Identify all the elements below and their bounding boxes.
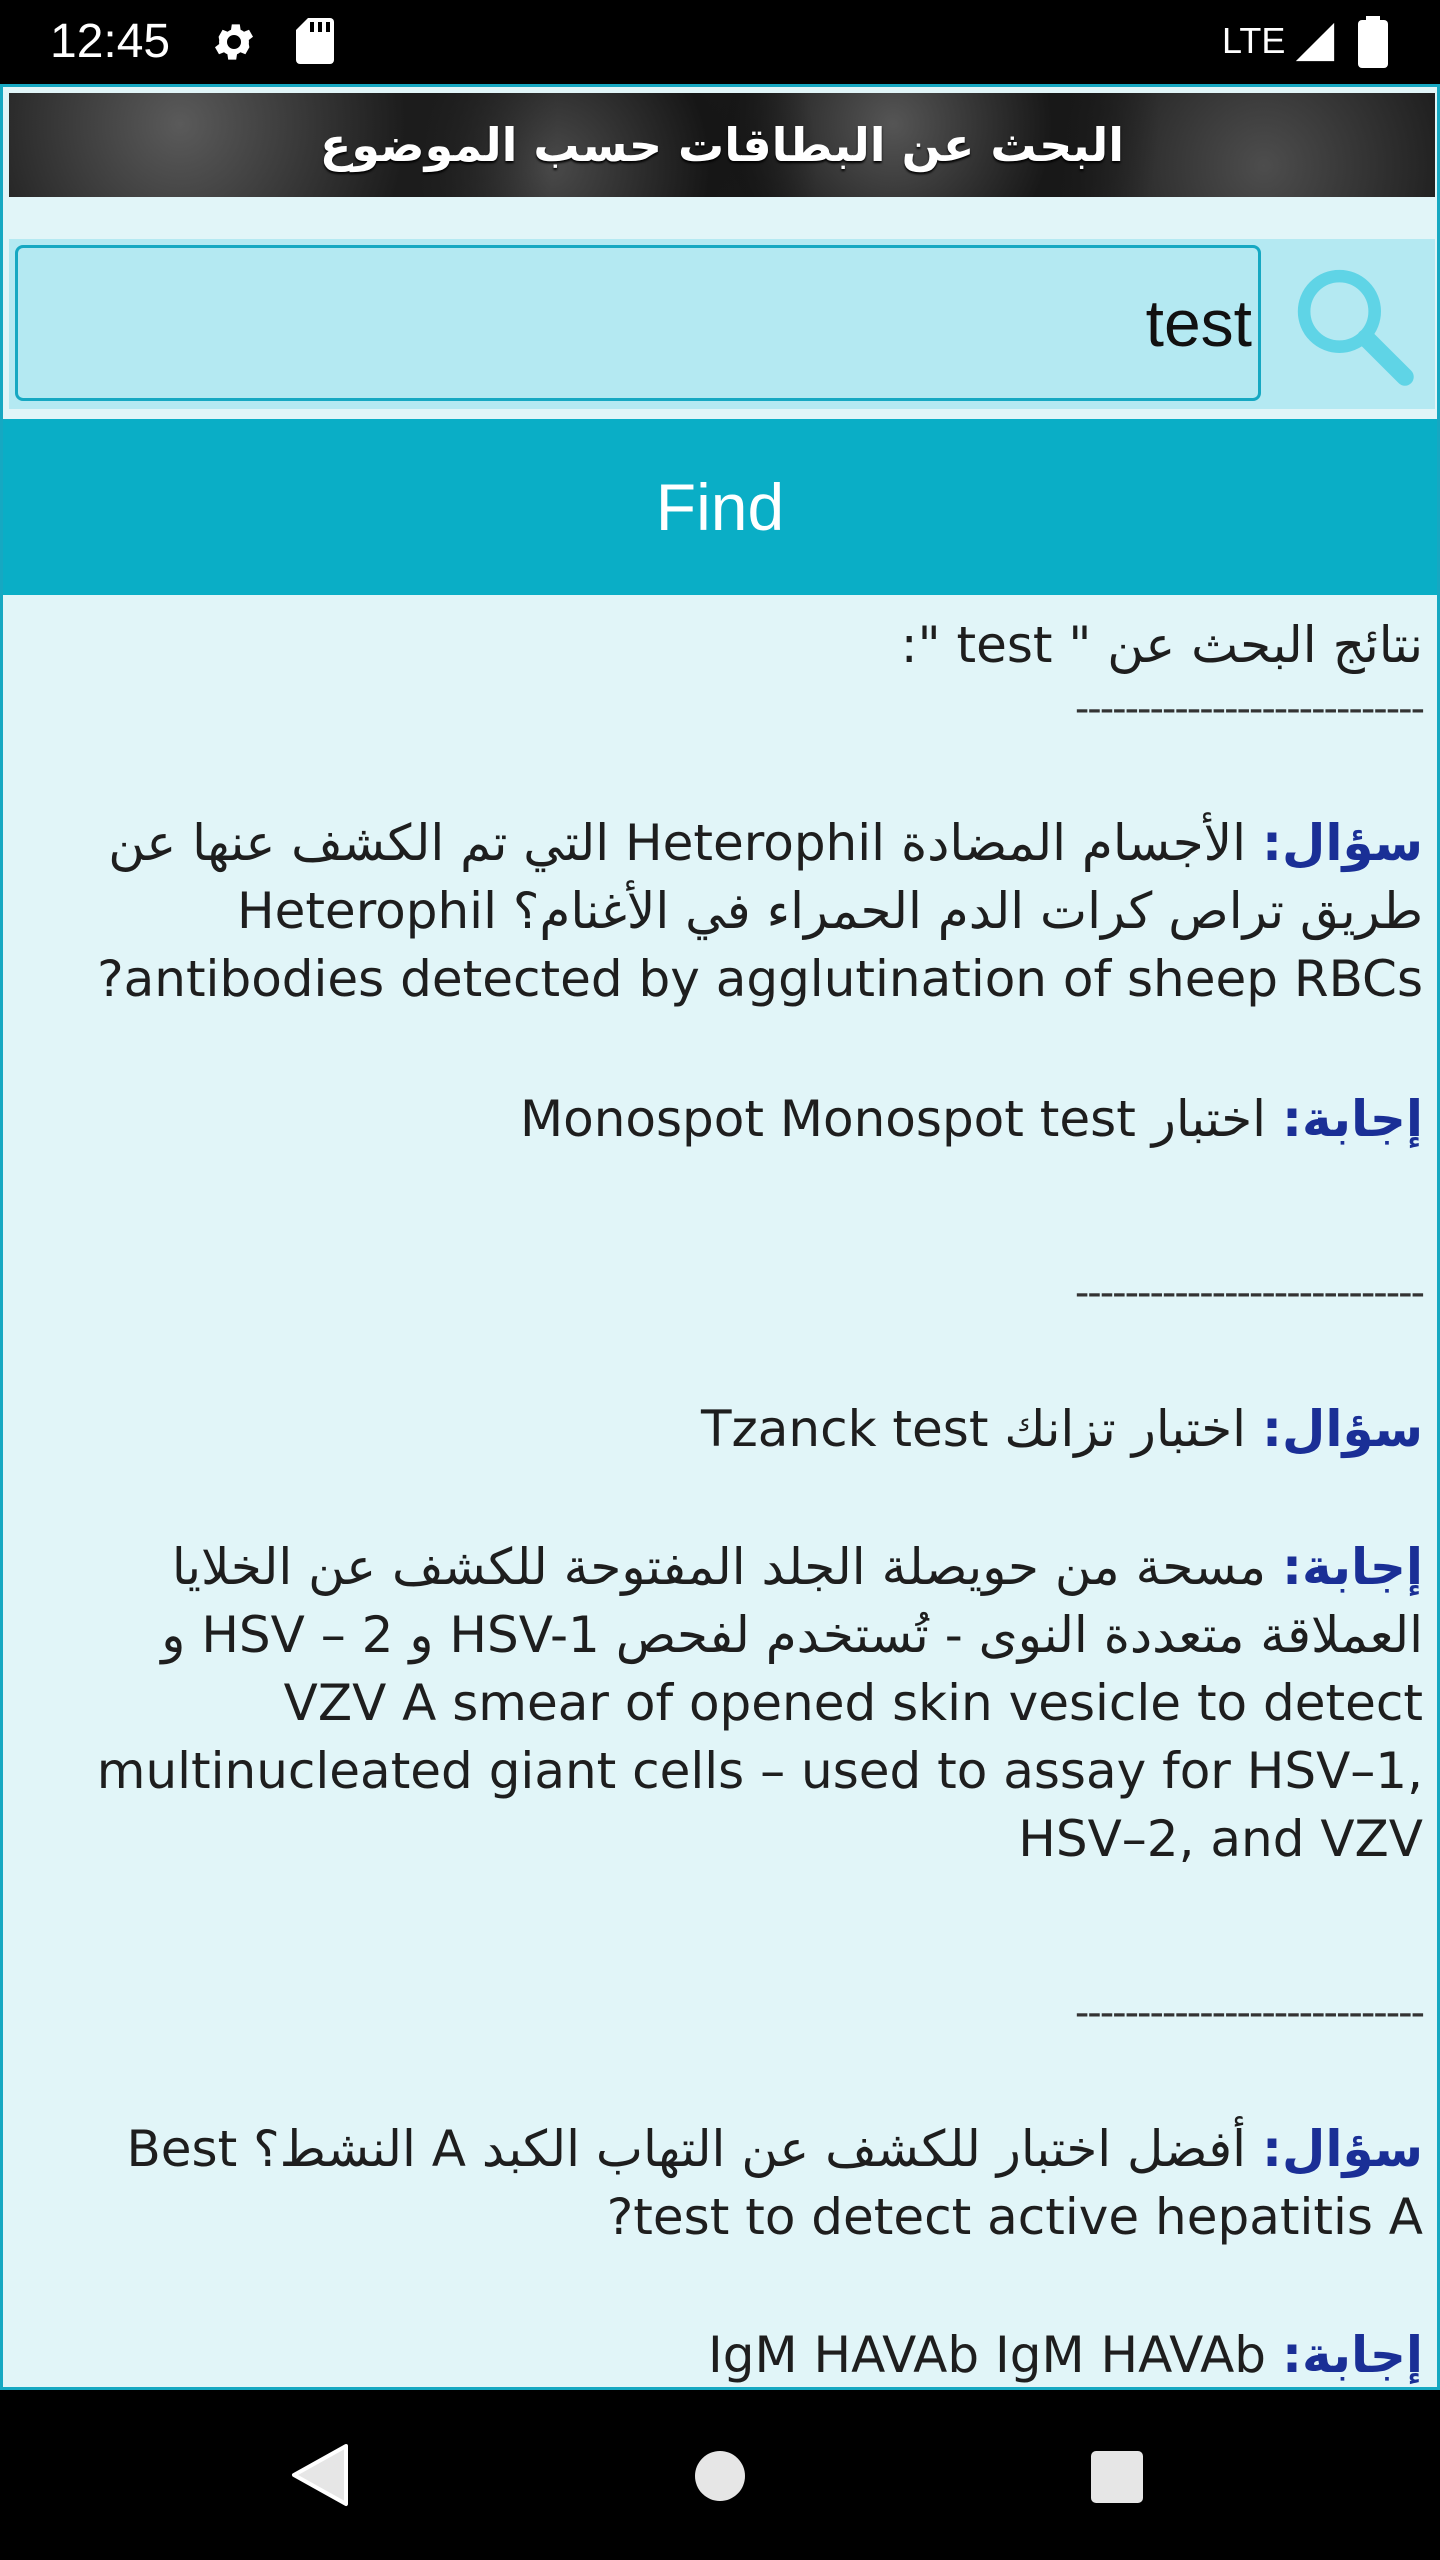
separator: ----------------------------	[1074, 686, 1423, 732]
question-1	[43, 809, 1423, 1013]
search-input[interactable]	[15, 245, 1261, 401]
network-type: LTE	[1222, 20, 1286, 61]
find-button[interactable]: Find	[3, 419, 1437, 595]
gear-icon	[210, 18, 258, 66]
search-bar	[9, 239, 1435, 409]
question-label: سؤال:	[1261, 2120, 1423, 2178]
question-text: اختبار تزانك Tzanck test	[700, 1400, 1247, 1458]
answer-text: مسحة من حويصلة الجلد المفتوحة للكشف عن الخلايا العملاقة متعددة النوى - تُستخدم لفحص HSV-1 و HSV – 2 و VZV A smear of opened skin vesicle to detect multinucleated giant cells – used to assay for HSV–1, HSV–2, and VZV	[96, 1538, 1423, 1868]
navigation-bar	[0, 2390, 1440, 2560]
sd-card-icon	[296, 18, 334, 64]
answer-1	[43, 1085, 1423, 1153]
question-label: سؤال:	[1261, 1400, 1423, 1458]
signal-icon	[1292, 18, 1338, 66]
answer-label: إجابة:	[1281, 1538, 1423, 1596]
answer-3	[43, 2321, 1423, 2389]
answer-label: إجابة:	[1281, 1090, 1423, 1148]
question-3	[43, 2115, 1423, 2251]
answer-label: إجابة:	[1281, 2326, 1423, 2384]
results-header: نتائج البحث عن " test ":	[900, 616, 1423, 674]
home-icon[interactable]	[694, 2450, 746, 2502]
question-label: سؤال:	[1261, 814, 1423, 872]
battery-icon	[1358, 16, 1388, 68]
back-icon[interactable]	[290, 2442, 350, 2508]
recents-icon[interactable]	[1090, 2450, 1144, 2504]
page-title: البحث عن البطاقات حسب الموضوع	[319, 118, 1125, 172]
results-list	[3, 595, 1437, 2387]
question-text: الأجسام المضادة Heterophil التي تم الكشف عنها عن طريق تراص كرات الدم الحمراء في الأغنام؟ Heterophil antibodies detected by agglutination of sheep RBCs?	[97, 814, 1423, 1008]
answer-text: اختبار Monospot Monospot test	[520, 1090, 1267, 1148]
answer-2	[43, 1533, 1423, 1873]
question-text: أفضل اختبار للكشف عن التهاب الكبد A النشط؟ Best test to detect active hepatitis A?	[126, 2120, 1423, 2246]
separator: ----------------------------	[1074, 1270, 1423, 1316]
app-window	[0, 84, 1440, 2390]
status-time: 12:45	[50, 15, 171, 68]
answer-text: IgM HAVAb IgM HAVAb	[708, 2326, 1267, 2384]
question-2	[43, 1395, 1423, 1463]
search-icon[interactable]	[1289, 261, 1415, 387]
separator: ----------------------------	[1074, 1990, 1423, 2036]
header-banner	[9, 93, 1435, 197]
status-bar	[0, 0, 1440, 84]
